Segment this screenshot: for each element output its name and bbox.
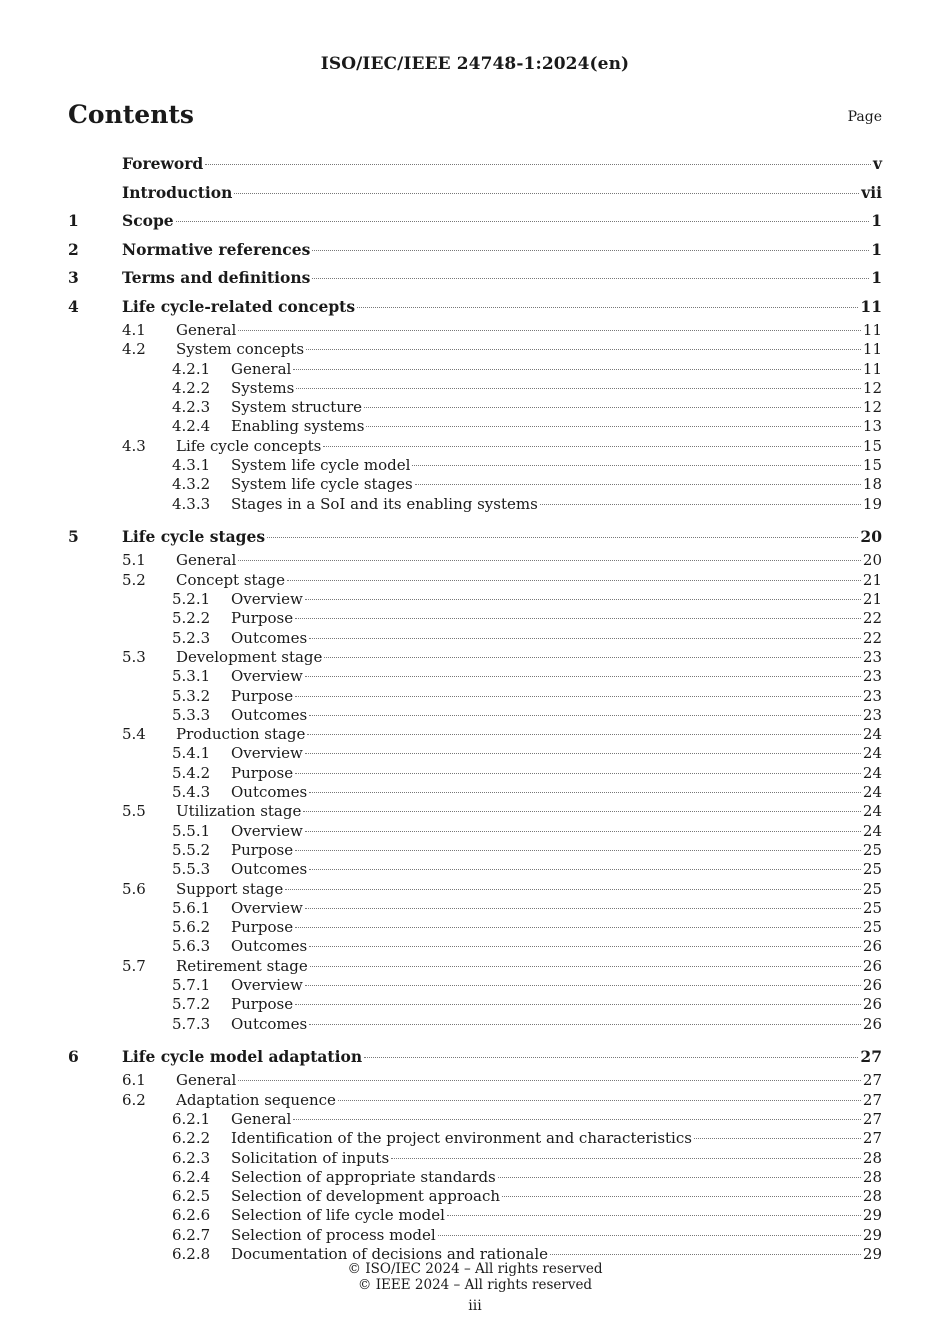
toc-entry[interactable] [68, 1187, 882, 1206]
toc-entry[interactable] [68, 437, 882, 456]
toc-entry-number: 5.3 [122, 647, 146, 666]
toc-entry-page[interactable]: 24 [862, 744, 882, 763]
toc-entry-title[interactable]: Overview [231, 590, 303, 609]
toc-dot-leader [287, 580, 861, 581]
toc-dot-leader [295, 696, 861, 697]
toc-dot-leader [309, 638, 861, 639]
toc-entry-title[interactable]: Overview [231, 976, 303, 994]
toc-entry[interactable] [68, 1129, 882, 1148]
toc-entry[interactable] [68, 880, 882, 899]
toc-dot-leader [267, 537, 858, 538]
toc-entry-number: 4.3.2 [172, 475, 211, 494]
toc-dot-leader [309, 792, 861, 793]
toc-entry-page[interactable]: 25 [862, 840, 882, 859]
toc-entry-number: 5.7.1 [172, 976, 211, 994]
toc-entry-page[interactable]: 27 [862, 1090, 882, 1109]
toc-entry-page[interactable]: 12 [862, 378, 882, 397]
toc-entry-number: 5.5 [122, 802, 146, 821]
toc-entry-title[interactable]: Purpose [231, 686, 294, 705]
toc-dot-leader [305, 831, 861, 832]
toc-entry-number: 5.2.1 [172, 590, 211, 609]
toc-entry-number: 6.2.8 [172, 1245, 211, 1264]
toc-entry-page[interactable]: 23 [862, 647, 882, 666]
toc-entry[interactable] [68, 475, 882, 494]
toc-dot-leader [295, 773, 861, 774]
toc-dot-leader [366, 426, 860, 427]
toc-entry-page[interactable]: 26 [862, 956, 882, 975]
toc-entry-page[interactable]: 26 [862, 937, 882, 956]
toc-entry-page[interactable]: 15 [862, 436, 882, 455]
toc-dot-leader [295, 1004, 861, 1005]
toc-dot-leader [305, 599, 861, 600]
toc-entry-number: 6.2.4 [172, 1167, 211, 1186]
toc-entry-page[interactable]: 11 [860, 296, 882, 316]
toc-entry-number: 5.5.2 [172, 840, 211, 859]
toc-entry-number: 4 [68, 296, 79, 316]
toc-entry-number: 4.3.3 [172, 494, 211, 513]
toc-entry-title[interactable]: Retirement stage [176, 956, 308, 975]
toc-entry[interactable] [68, 417, 882, 436]
toc-dot-leader [310, 966, 861, 967]
toc-entry-title[interactable]: Selection of life cycle model [231, 1206, 445, 1225]
toc-entry[interactable] [68, 976, 882, 995]
toc-dot-leader [296, 388, 861, 389]
page-column-label: Page [847, 109, 882, 125]
toc-entry-page[interactable]: 29 [862, 1245, 882, 1264]
page-number: iii [468, 1298, 482, 1314]
toc-entry[interactable] [68, 609, 882, 628]
toc-entry[interactable] [68, 1071, 882, 1090]
toc-entry-title[interactable]: Enabling systems [231, 417, 365, 436]
toc-entry-number: 6.2.2 [172, 1129, 211, 1148]
toc-entry-number: 5.5.1 [172, 821, 211, 840]
toc-entry-title[interactable]: Selection of process model [231, 1225, 436, 1244]
toc-entry-number: 6.2.6 [172, 1206, 211, 1225]
table-of-contents [68, 150, 882, 1264]
toc-entry[interactable] [68, 321, 882, 340]
toc-entry-page[interactable]: 26 [862, 995, 882, 1014]
toc-entry-number: 5.3.2 [172, 686, 211, 705]
toc-dot-leader [323, 446, 861, 447]
toc-entry-title[interactable]: Overview [231, 898, 303, 917]
toc-entry-number: 5.5.3 [172, 860, 211, 879]
toc-entry[interactable] [68, 899, 882, 918]
toc-entry-page[interactable]: 27 [862, 1071, 882, 1090]
toc-entry-title[interactable]: System concepts [176, 340, 305, 359]
toc-dot-leader [498, 1177, 861, 1178]
toc-entry-page[interactable]: 1 [871, 211, 882, 230]
toc-entry-page[interactable]: 28 [862, 1187, 882, 1206]
toc-entry-title[interactable]: Outcomes [231, 628, 308, 647]
toc-entry-title[interactable]: Purpose [231, 609, 294, 628]
toc-dot-leader [447, 1215, 861, 1216]
toc-entry-title[interactable]: Documentation of decisions and rationale [231, 1245, 549, 1264]
toc-entry-title[interactable]: Life cycle concepts [176, 436, 322, 455]
toc-entry-title[interactable]: General [231, 359, 292, 378]
toc-entry-title[interactable]: Outcomes [231, 705, 308, 724]
toc-entry-title[interactable]: System structure [231, 398, 363, 417]
toc-entry-number: 4.2.3 [172, 398, 211, 417]
toc-entry-number: 5.3.3 [172, 705, 211, 724]
toc-entry[interactable] [68, 764, 882, 783]
toc-entry[interactable] [68, 706, 882, 725]
toc-dot-leader [364, 1057, 858, 1058]
toc-entry-page[interactable]: 20 [860, 526, 882, 546]
toc-entry-number: 5.4.3 [172, 783, 211, 802]
toc-entry-page[interactable]: 23 [862, 686, 882, 705]
toc-dot-leader [234, 193, 859, 194]
toc-entry-number: 6.2.5 [172, 1187, 211, 1206]
toc-entry-number: 6 [68, 1046, 79, 1066]
toc-entry-title[interactable]: System life cycle stages [231, 475, 413, 494]
toc-entry-page[interactable]: 28 [862, 1167, 882, 1186]
toc-entry-title[interactable]: Purpose [231, 995, 294, 1014]
toc-entry-page[interactable]: 27 [860, 1046, 882, 1066]
toc-entry-title[interactable]: General [176, 1071, 237, 1090]
toc-entry[interactable] [68, 957, 882, 976]
toc-entry-number: 5.7 [122, 956, 146, 975]
toc-dot-leader [338, 1100, 861, 1101]
toc-dot-leader [295, 927, 861, 928]
toc-entry[interactable] [68, 150, 882, 179]
toc-entry-number: 6.1 [122, 1071, 146, 1090]
toc-entry-page[interactable]: 20 [862, 551, 882, 570]
toc-entry-page[interactable]: 29 [862, 1206, 882, 1225]
toc-entry-page[interactable]: 25 [862, 860, 882, 879]
toc-dot-leader [305, 985, 861, 986]
toc-dot-leader [205, 164, 871, 165]
toc-dot-leader [293, 369, 861, 370]
toc-entry[interactable] [68, 667, 882, 686]
toc-entry-page[interactable]: 21 [862, 590, 882, 609]
toc-entry-page[interactable]: 24 [862, 802, 882, 821]
toc-entry-title[interactable]: Outcomes [231, 783, 308, 802]
toc-entry-title[interactable]: Purpose [231, 918, 294, 937]
toc-entry-title[interactable]: Introduction [122, 182, 233, 202]
toc-entry[interactable] [68, 379, 882, 398]
toc-dot-leader [694, 1138, 861, 1139]
toc-entry[interactable] [68, 1226, 882, 1245]
toc-entry-title[interactable]: Overview [231, 744, 303, 763]
toc-entry[interactable] [68, 571, 882, 590]
toc-entry-number: 5.2.3 [172, 628, 211, 647]
toc-entry-page[interactable]: 24 [862, 821, 882, 840]
toc-dot-leader [309, 1024, 861, 1025]
toc-entry-number: 4.3.1 [172, 456, 211, 475]
toc-dot-leader [305, 676, 861, 677]
toc-entry-number: 5.2 [122, 570, 146, 589]
toc-entry-page[interactable]: 21 [862, 570, 882, 589]
toc-entry-page[interactable]: 28 [862, 1148, 882, 1167]
toc-dot-leader [238, 330, 861, 331]
toc-entry-page[interactable]: 27 [862, 1129, 882, 1148]
toc-entry[interactable] [68, 783, 882, 802]
toc-entry-number: 2 [68, 239, 79, 259]
toc-entry-number: 5.7.3 [172, 1014, 211, 1033]
toc-entry-page[interactable]: 27 [862, 1109, 882, 1128]
toc-entry[interactable] [68, 398, 882, 417]
toc-entry[interactable] [68, 744, 882, 763]
toc-entry-page[interactable]: 22 [862, 628, 882, 647]
toc-entry-number: 5.6.2 [172, 918, 211, 937]
toc-entry-title[interactable]: Overview [231, 667, 303, 686]
toc-entry-page[interactable]: 25 [862, 898, 882, 917]
toc-entry[interactable] [68, 1206, 882, 1225]
toc-dot-leader [438, 1235, 861, 1236]
toc-entry-number: 4.2.1 [172, 359, 211, 378]
toc-entry-number: 4.1 [122, 321, 146, 339]
toc-dot-leader [357, 307, 858, 308]
toc-entry-number: 5.6.3 [172, 937, 211, 956]
toc-entry-page[interactable]: 11 [862, 340, 882, 359]
toc-entry-title[interactable]: Life cycle model adaptation [122, 1046, 363, 1066]
toc-entry-number: 5.6 [122, 879, 146, 898]
toc-entry[interactable] [68, 456, 882, 475]
toc-dot-leader [295, 618, 861, 619]
toc-entry-number: 6.2 [122, 1090, 146, 1109]
toc-entry-title[interactable]: Production stage [176, 725, 306, 744]
toc-entry-number: 1 [68, 211, 79, 230]
toc-entry-title[interactable]: Support stage [176, 879, 284, 898]
toc-dot-leader [412, 465, 861, 466]
toc-entry-page[interactable]: 25 [862, 918, 882, 937]
toc-entry[interactable] [68, 590, 882, 609]
toc-entry-title[interactable]: Outcomes [231, 937, 308, 956]
toc-entry-title[interactable]: Overview [231, 821, 303, 840]
toc-entry-page[interactable]: 12 [862, 398, 882, 417]
toc-entry[interactable] [68, 207, 882, 236]
toc-entry-page[interactable]: 26 [862, 1014, 882, 1033]
toc-entry[interactable] [68, 918, 882, 937]
toc-entry-title[interactable]: Outcomes [231, 1014, 308, 1033]
toc-entry-page[interactable]: 19 [862, 494, 882, 513]
toc-dot-leader [303, 811, 861, 812]
toc-dot-leader [176, 221, 870, 222]
toc-entry-number: 5.3.1 [172, 667, 211, 686]
toc-entry-number: 6.2.1 [172, 1109, 211, 1128]
toc-entry-title[interactable]: General [176, 321, 237, 339]
toc-entry-page[interactable]: 22 [862, 609, 882, 628]
toc-entry-title[interactable]: Life cycle stages [122, 526, 266, 546]
toc-entry-page[interactable]: 11 [862, 359, 882, 378]
toc-entry-page[interactable]: 24 [862, 783, 882, 802]
toc-dot-leader [305, 753, 861, 754]
toc-entry-page[interactable]: 26 [862, 976, 882, 994]
toc-entry-title[interactable]: Life cycle-related concepts [122, 296, 356, 316]
toc-entry[interactable] [68, 725, 882, 744]
page-title: Contents [68, 100, 195, 129]
toc-entry-title[interactable]: Purpose [231, 763, 294, 782]
toc-dot-leader [502, 1196, 861, 1197]
toc-dot-leader [293, 1119, 861, 1120]
toc-entry[interactable] [68, 340, 882, 359]
toc-entry-number: 4.2.4 [172, 417, 211, 436]
toc-dot-leader [309, 946, 861, 947]
toc-entry-page[interactable]: 13 [862, 417, 882, 436]
toc-entry[interactable] [68, 1168, 882, 1187]
toc-entry-number: 5 [68, 526, 79, 546]
toc-entry-number: 6.2.3 [172, 1148, 211, 1167]
toc-entry-page[interactable]: 23 [862, 667, 882, 686]
toc-dot-leader [415, 484, 861, 485]
copyright-ieee: © IEEE 2024 – All rights reserved [357, 1277, 593, 1293]
toc-entry[interactable] [68, 360, 882, 379]
toc-dot-leader [312, 250, 869, 251]
toc-entry-title[interactable]: Foreword [122, 154, 204, 173]
toc-entry-page[interactable]: 23 [862, 705, 882, 724]
document-id: ISO/IEC/IEEE 24748-1:2024(en) [320, 54, 630, 74]
toc-entry[interactable] [68, 629, 882, 648]
toc-entry-number: 5.4.1 [172, 744, 211, 763]
toc-dot-leader [295, 850, 861, 851]
toc-entry-page[interactable]: 1 [871, 239, 882, 259]
toc-entry-title[interactable]: General [176, 551, 237, 570]
toc-entry-page[interactable]: vii [861, 182, 882, 202]
toc-entry-number: 5.4 [122, 725, 146, 744]
toc-entry-number: 4.2 [122, 340, 146, 359]
toc-entry-page[interactable]: 24 [862, 763, 882, 782]
toc-entry[interactable] [68, 995, 882, 1014]
toc-entry[interactable] [68, 802, 882, 821]
toc-dot-leader [550, 1254, 861, 1255]
toc-entry[interactable] [68, 1043, 882, 1072]
toc-entry[interactable] [68, 293, 882, 322]
toc-entry-title[interactable]: System life cycle model [231, 456, 411, 475]
toc-entry[interactable] [68, 1015, 882, 1034]
toc-dot-leader [238, 1080, 861, 1081]
toc-entry[interactable] [68, 1110, 882, 1129]
toc-entry-number: 5.7.2 [172, 995, 211, 1014]
toc-entry[interactable] [68, 495, 882, 514]
toc-entry-page[interactable]: 11 [862, 321, 882, 339]
toc-entry-title[interactable]: General [231, 1109, 292, 1128]
toc-entry[interactable] [68, 236, 882, 265]
toc-dot-leader [306, 349, 861, 350]
toc-entry-number: 5.2.2 [172, 609, 211, 628]
toc-dot-leader [391, 1158, 861, 1159]
toc-dot-leader [307, 734, 861, 735]
toc-entry[interactable] [68, 523, 882, 552]
toc-entry-number: 5.4.2 [172, 763, 211, 782]
toc-dot-leader [309, 715, 861, 716]
toc-entry-title[interactable]: Selection of development approach [231, 1187, 501, 1206]
toc-entry-page[interactable]: 25 [862, 879, 882, 898]
toc-entry-title[interactable]: Outcomes [231, 860, 308, 879]
toc-dot-leader [364, 407, 861, 408]
toc-entry-number: 5.6.1 [172, 898, 211, 917]
toc-entry[interactable] [68, 937, 882, 956]
toc-entry[interactable] [68, 1149, 882, 1168]
toc-entry[interactable] [68, 1091, 882, 1110]
toc-dot-leader [540, 504, 861, 505]
toc-entry[interactable] [68, 860, 882, 879]
toc-entry[interactable] [68, 264, 882, 293]
toc-entry-number: 4.2.2 [172, 378, 211, 397]
toc-entry-title[interactable]: Scope [122, 211, 174, 230]
toc-entry-title[interactable]: Selection of appropriate standards [231, 1167, 496, 1186]
toc-entry-title[interactable]: Terms and definitions [122, 268, 311, 287]
toc-entry-page[interactable]: 15 [862, 456, 882, 475]
toc-entry-page[interactable]: 18 [862, 475, 882, 494]
toc-dot-leader [305, 908, 861, 909]
toc-entry[interactable] [68, 822, 882, 841]
toc-dot-leader [285, 889, 861, 890]
toc-entry-title[interactable]: Adaptation sequence [176, 1090, 336, 1109]
toc-dot-leader [238, 560, 861, 561]
toc-entry[interactable] [68, 687, 882, 706]
toc-entry-page[interactable]: v [872, 154, 882, 173]
toc-entry-number: 6.2.7 [172, 1225, 211, 1244]
toc-entry-title[interactable]: Normative references [122, 239, 311, 259]
toc-entry-title[interactable]: Systems [231, 378, 295, 397]
toc-entry-number: 3 [68, 268, 79, 287]
toc-entry-title[interactable]: Purpose [231, 840, 294, 859]
toc-dot-leader [324, 657, 861, 658]
toc-entry-page[interactable]: 29 [862, 1225, 882, 1244]
toc-entry[interactable] [68, 841, 882, 860]
toc-entry-number: 5.1 [122, 551, 146, 570]
toc-entry-number: 4.3 [122, 436, 146, 455]
toc-entry-title[interactable]: Identification of the project environment and characteristics [231, 1129, 692, 1148]
toc-entry-title[interactable]: Concept stage [176, 570, 285, 589]
toc-dot-leader [312, 278, 869, 279]
toc-entry-page[interactable]: 1 [871, 268, 882, 287]
toc-entry-title[interactable]: Stages in a SoI and its enabling systems [231, 494, 538, 513]
toc-entry-page[interactable]: 24 [862, 725, 882, 744]
toc-entry-title[interactable]: Development stage [176, 647, 323, 666]
toc-entry-title[interactable]: Solicitation of inputs [231, 1148, 390, 1167]
toc-dot-leader [309, 869, 861, 870]
toc-entry[interactable] [68, 648, 882, 667]
toc-entry[interactable] [68, 551, 882, 570]
toc-entry-title[interactable]: Utilization stage [176, 802, 302, 821]
copyright-iso: © ISO/IEC 2024 – All rights reserved [347, 1261, 603, 1277]
toc-entry[interactable] [68, 179, 882, 208]
